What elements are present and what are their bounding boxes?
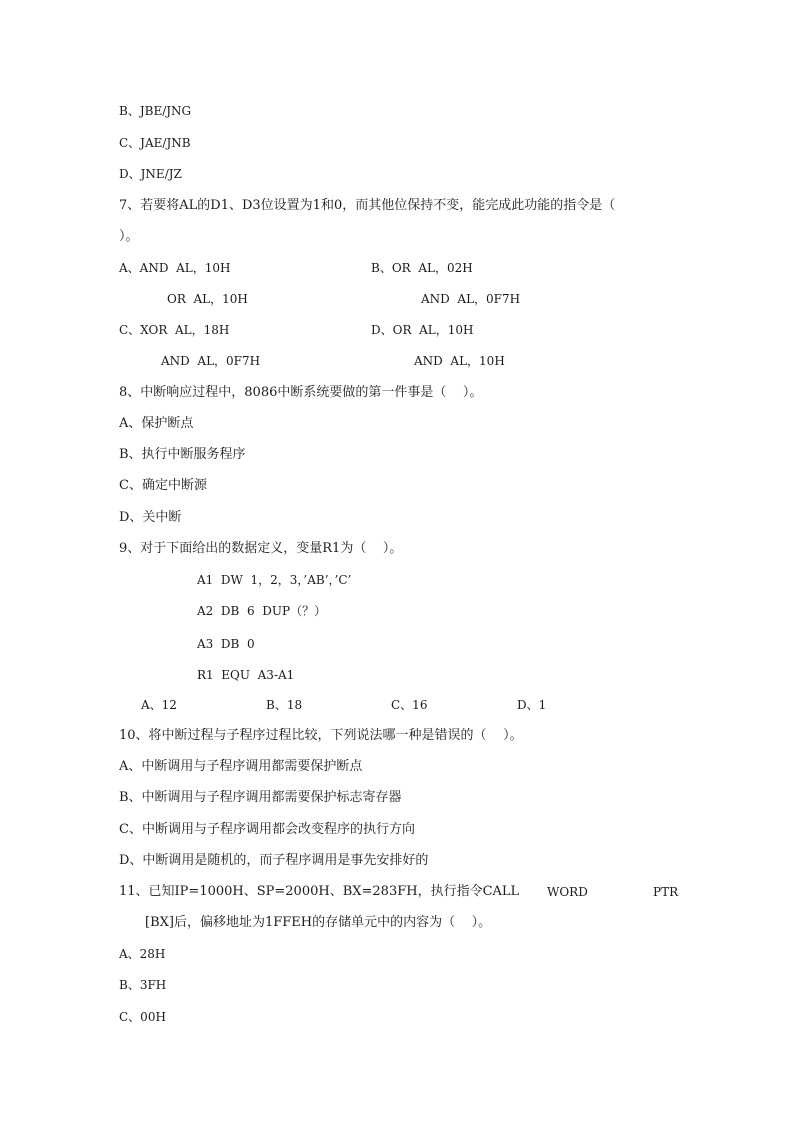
q7-option-b-line2: AND AL，0F7H bbox=[421, 292, 521, 306]
q11-option-c: C、00H bbox=[119, 1010, 166, 1024]
q9-code-line4: R1 EQU A3-A1 bbox=[197, 668, 295, 682]
q6-option-b: B、JBE/JNG bbox=[119, 104, 192, 118]
q8-option-a: A、保护断点 bbox=[119, 416, 194, 431]
q10-option-b: B、中断调用与子程序调用都需要保护标志寄存器 bbox=[119, 790, 402, 805]
q9-code-line2: A2 DB 6 DUP（？） bbox=[197, 604, 327, 618]
q7-stem-line1: 7、若要将AL的D1、D3位设置为1和0，而其他位保持不变，能完成此功能的指令是（ bbox=[119, 198, 616, 213]
q9-option-c: C、16 bbox=[391, 698, 428, 712]
q10-option-a: A、中断调用与子程序调用都需要保护断点 bbox=[119, 759, 363, 774]
q10-option-c: C、中断调用与子程序调用都会改变程序的执行方向 bbox=[119, 822, 415, 837]
q7-stem-line2: ）。 bbox=[119, 229, 139, 244]
q11-stem-line2: [BX]后，偏移地址为1FFEH的存储单元中的内容为（ ）。 bbox=[145, 915, 492, 930]
q8-option-d: D、关中断 bbox=[119, 510, 182, 525]
q8-option-b: B、执行中断服务程序 bbox=[119, 447, 246, 462]
q10-option-d: D、中断调用是随机的，而子程序调用是事先安排好的 bbox=[119, 853, 429, 868]
q8-option-c: C、确定中断源 bbox=[119, 478, 207, 493]
q7-option-d-line2: AND AL，10H bbox=[414, 354, 505, 368]
q11-stem-ptr: PTR bbox=[653, 885, 679, 899]
q9-code-line3: A3 DB 0 bbox=[197, 637, 255, 651]
q7-option-a-line2: OR AL，10H bbox=[167, 292, 248, 306]
q11-option-b: B、3FH bbox=[119, 978, 167, 992]
q9-code-line1: A1 DW 1，2，3，’AB’，’C’ bbox=[197, 573, 352, 587]
q7-option-b-line1: B、OR AL，02H bbox=[371, 261, 473, 275]
q9-option-a: A、12 bbox=[141, 698, 177, 712]
q9-stem: 9、对于下面给出的数据定义，变量R1为（ ）。 bbox=[119, 541, 403, 556]
q9-option-b: B、18 bbox=[266, 698, 303, 712]
q11-stem-word: WORD bbox=[547, 885, 588, 899]
q11-stem-part1: 11、已知IP=1000H、SP=2000H、BX=283FH，执行指令CALL bbox=[119, 884, 520, 899]
q7-option-d-line1: D、OR AL，10H bbox=[371, 323, 474, 337]
q9-option-d: D、1 bbox=[517, 698, 547, 712]
q8-stem: 8、中断响应过程中，8086中断系统要做的第一件事是（ ）。 bbox=[119, 385, 483, 400]
q11-option-a: A、28H bbox=[119, 947, 166, 961]
q7-option-c-line1: C、XOR AL，18H bbox=[119, 323, 230, 337]
q6-option-d: D、JNE/JZ bbox=[119, 167, 182, 181]
q10-stem: 10、将中断过程与子程序过程比较，下列说法哪一种是错误的（ ）。 bbox=[119, 728, 523, 743]
q6-option-c: C、JAE/JNB bbox=[119, 136, 191, 150]
q7-option-c-line2: AND AL，0F7H bbox=[161, 354, 261, 368]
q7-option-a-line1: A、AND AL，10H bbox=[119, 261, 231, 275]
